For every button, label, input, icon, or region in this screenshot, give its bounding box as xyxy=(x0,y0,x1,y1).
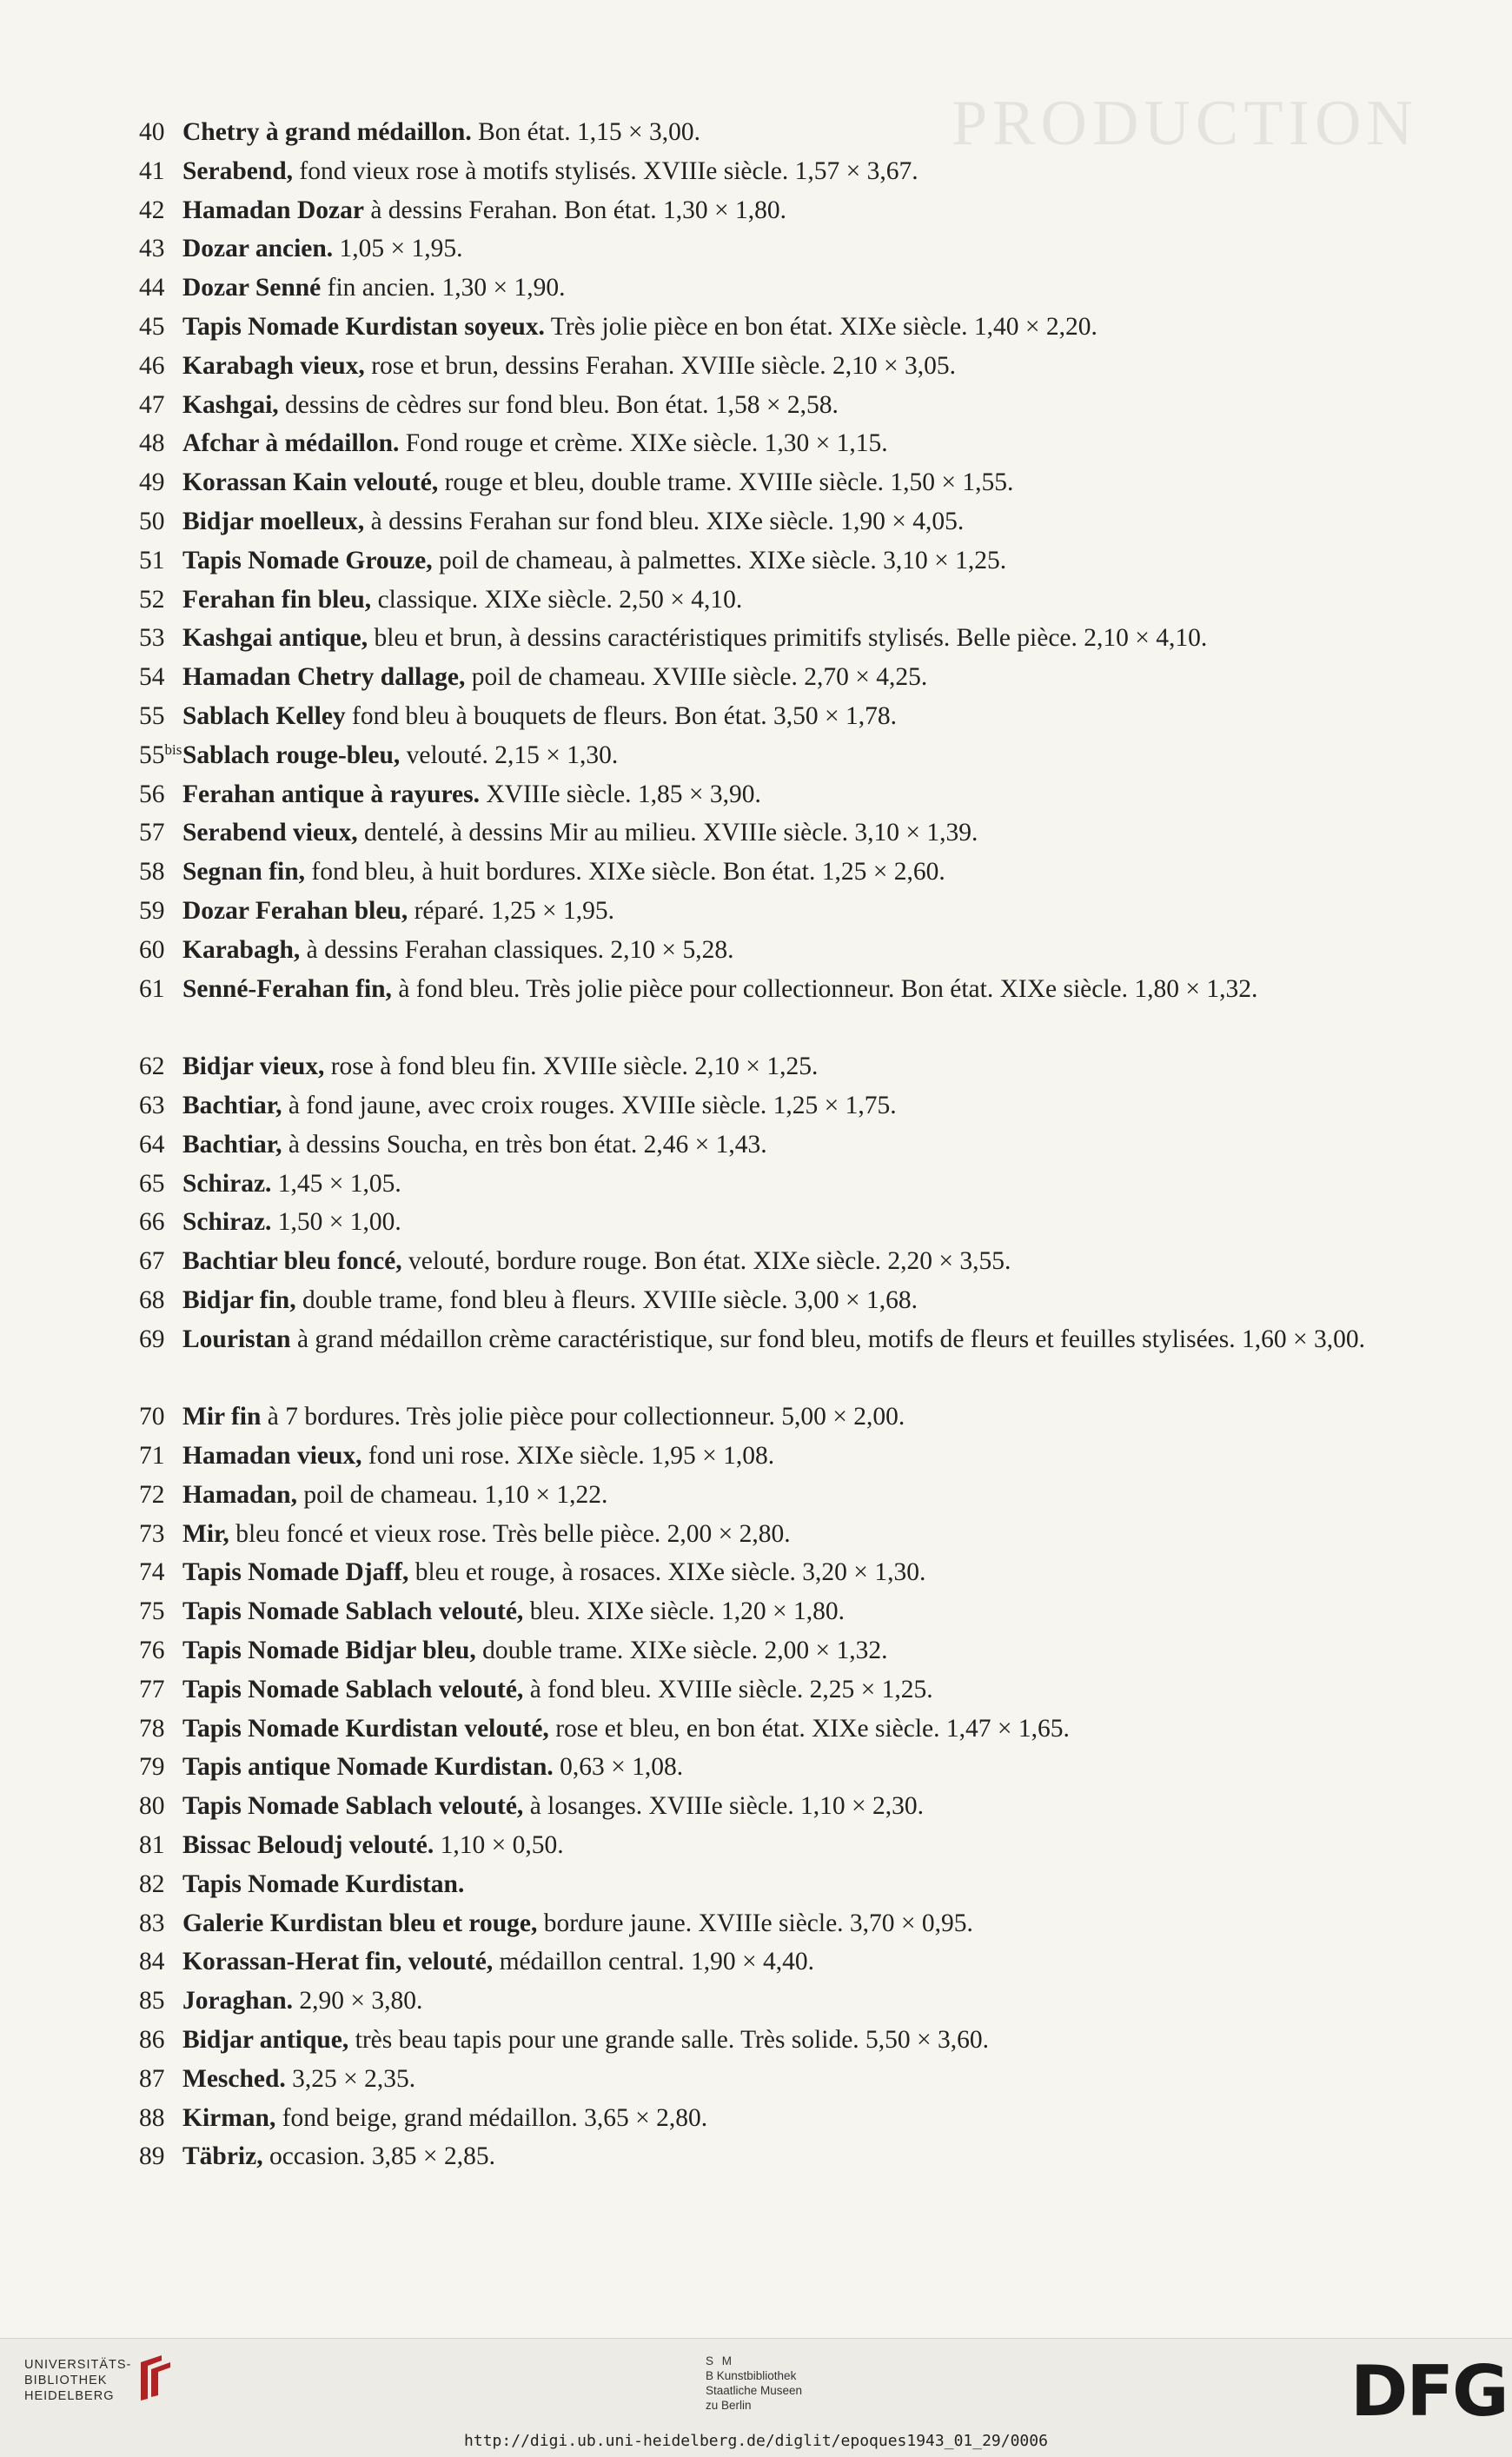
entry-number-wrap xyxy=(139,386,165,425)
rug-name: Bidjar moelleux, xyxy=(182,507,365,535)
entry-number: 50 xyxy=(139,507,165,535)
rug-name: Tapis Nomade Grouze, xyxy=(182,546,433,574)
entry-number-wrap xyxy=(139,1126,165,1165)
entry-number: 77 xyxy=(139,1675,165,1703)
entry-number-wrap xyxy=(139,269,165,308)
catalog-entry xyxy=(139,853,1416,892)
entry-number: 44 xyxy=(139,274,165,302)
catalog-entry xyxy=(139,1748,1416,1787)
entry-number-wrap xyxy=(139,1592,165,1631)
rug-name: Bidjar vieux, xyxy=(182,1053,325,1081)
entry-number-wrap xyxy=(139,308,165,347)
rug-description: XVIIIe siècle. 1,85 × 3,90. xyxy=(480,780,761,808)
rug-description: Très jolie pièce en bon état. XIXe siècle. 1,40 × 2,20. xyxy=(544,312,1098,341)
catalog-entry xyxy=(139,2021,1416,2060)
catalog-entry xyxy=(139,697,1416,736)
entry-number: 79 xyxy=(139,1753,165,1782)
catalog-entry xyxy=(139,1592,1416,1631)
rug-name: Sablach rouge-bleu, xyxy=(182,740,401,769)
entry-number-wrap xyxy=(139,2137,165,2176)
rug-name: Bidjar fin, xyxy=(182,1285,296,1314)
rug-name: Ferahan antique à rayures. xyxy=(182,780,480,808)
rug-description: rose à fond bleu fin. XVIIIe siècle. 2,10 × 1,25. xyxy=(324,1053,819,1081)
entry-number: 51 xyxy=(139,546,165,574)
bleed-through-heading: PRODUCTION xyxy=(952,88,1418,159)
rug-description: à 7 bordures. Très jolie pièce pour collectionneur. 5,00 × 2,00. xyxy=(261,1403,905,1431)
catalog-entry xyxy=(139,1670,1416,1710)
catalog-entry xyxy=(139,2099,1416,2138)
rug-name: Korassan Kain velouté, xyxy=(182,468,439,497)
rug-description: fin ancien. 1,30 × 1,90. xyxy=(321,274,566,302)
entry-number: 45 xyxy=(139,312,165,341)
rug-description: poil de chameau. XVIIIe siècle. 2,70 × 4,25. xyxy=(465,663,928,692)
rug-name: Chetry à grand médaillon. xyxy=(182,118,472,146)
rug-description: à grand médaillon crème caractéristique, sur fond bleu, motifs de fleurs et feuilles stylisées. 1,60 × 3,00. xyxy=(290,1325,1366,1353)
credit-line: S M xyxy=(706,2354,735,2367)
entry-number: 69 xyxy=(139,1325,165,1353)
credit-line: zu Berlin xyxy=(706,2399,752,2412)
catalog-entry xyxy=(139,2137,1416,2176)
rug-name: Ferahan fin bleu, xyxy=(182,585,372,614)
rug-name: Tapis Nomade Kurdistan. xyxy=(182,1869,465,1898)
entry-number: 81 xyxy=(139,1831,165,1860)
entry-number-wrap xyxy=(139,1826,165,1865)
rug-description: bordure jaune. XVIIIe siècle. 3,70 × 0,95. xyxy=(537,1909,973,1937)
catalog-entry xyxy=(139,658,1416,697)
catalog-entry xyxy=(139,931,1416,970)
entry-number-wrap xyxy=(139,1787,165,1826)
rug-name: Tapis Nomade Sablach velouté, xyxy=(182,1675,524,1703)
entry-number-wrap xyxy=(139,619,165,658)
entry-number-wrap xyxy=(139,853,165,892)
rug-description: velouté. 2,15 × 1,30. xyxy=(400,740,619,769)
catalog-entry xyxy=(139,1904,1416,1943)
catalog-entry xyxy=(139,1281,1416,1320)
entry-number-wrap xyxy=(139,191,165,230)
catalog-entry xyxy=(139,1203,1416,1242)
credit-line: Staatliche Museen xyxy=(706,2384,803,2397)
entry-number: 88 xyxy=(139,2103,165,2132)
rug-name: Sablach Kelley xyxy=(182,701,346,730)
catalog-entry xyxy=(139,1710,1416,1749)
rug-description: classique. XIXe siècle. 2,50 × 4,10. xyxy=(371,585,743,614)
rug-description: double trame, fond bleu à fleurs. XVIIIe siècle. 3,00 × 1,68. xyxy=(295,1285,918,1314)
entry-number-wrap xyxy=(139,775,165,814)
rug-description: Bon état. 1,15 × 3,00. xyxy=(471,118,700,146)
catalog-entry xyxy=(139,1787,1416,1826)
entry-number: 89 xyxy=(139,2142,165,2171)
rug-description: réparé. 1,25 × 1,95. xyxy=(408,896,615,925)
catalog-entry xyxy=(139,386,1416,425)
rug-name: Karabagh vieux, xyxy=(182,351,365,380)
entry-number-wrap xyxy=(139,424,165,463)
entry-number: 48 xyxy=(139,429,165,458)
entry-number-wrap xyxy=(139,1982,165,2021)
catalog-entry xyxy=(139,1320,1416,1398)
catalog-entry xyxy=(139,1982,1416,2021)
rug-description: à fond bleu. Très jolie pièce pour collectionneur. Bon état. XIXe siècle. 1,80 × 1,32. xyxy=(391,974,1258,1003)
entry-number-wrap xyxy=(139,931,165,970)
dfg-logo: DFG xyxy=(1350,2351,1508,2432)
rug-name: Segnan fin, xyxy=(182,858,305,887)
entry-number: 76 xyxy=(139,1637,165,1665)
catalog-entry xyxy=(139,1086,1416,1126)
rug-name: Afchar à médaillon. xyxy=(182,429,400,458)
entry-number: 49 xyxy=(139,468,165,497)
rug-name: Bachtiar bleu foncé, xyxy=(182,1247,402,1276)
entry-number: 55 xyxy=(139,701,165,730)
entry-number-wrap xyxy=(139,1942,165,1982)
catalog-entry xyxy=(139,970,1416,1048)
rug-name: Galerie Kurdistan bleu et rouge, xyxy=(182,1909,538,1937)
entry-number: 54 xyxy=(139,663,165,692)
entry-number: 61 xyxy=(139,974,165,1003)
entry-number: 58 xyxy=(139,858,165,887)
rug-name: Schiraz. xyxy=(182,1208,272,1237)
rug-name: Bachtiar, xyxy=(182,1130,282,1159)
rug-description: à dessins Soucha, en très bon état. 2,46 × 1,43. xyxy=(282,1130,767,1159)
rug-description: rose et brun, dessins Ferahan. XVIIIe siècle. 2,10 × 3,05. xyxy=(364,351,957,380)
rug-description: à fond bleu. XVIIIe siècle. 2,25 × 1,25. xyxy=(523,1675,933,1703)
catalog-entry xyxy=(139,775,1416,814)
rug-description: poil de chameau. 1,10 × 1,22. xyxy=(296,1480,608,1509)
rug-description: fond beige, grand médaillon. 3,65 × 2,80. xyxy=(275,2103,708,2132)
rug-name: Bachtiar, xyxy=(182,1091,282,1119)
catalog-entries-list xyxy=(139,113,1416,2176)
catalog-entry xyxy=(139,1515,1416,1554)
catalog-entry xyxy=(139,1865,1416,1904)
rug-name: Mir fin xyxy=(182,1403,262,1431)
rug-name: Serabend vieux, xyxy=(182,819,358,847)
entry-number: 85 xyxy=(139,1987,165,2015)
entry-number: 71 xyxy=(139,1442,165,1471)
catalog-entry xyxy=(139,1826,1416,1865)
university-line: HEIDELBERG xyxy=(24,2389,115,2403)
entry-number-wrap xyxy=(139,463,165,502)
entry-number-wrap xyxy=(139,2099,165,2138)
catalog-entry xyxy=(139,424,1416,463)
rug-description: à dessins Ferahan classiques. 2,10 × 5,28. xyxy=(300,935,734,964)
entry-number-wrap xyxy=(139,892,165,931)
rug-description: 1,50 × 1,00. xyxy=(271,1208,401,1237)
catalog-entry xyxy=(139,541,1416,581)
entry-number: 64 xyxy=(139,1130,165,1159)
catalog-entry xyxy=(139,191,1416,230)
entry-number-wrap xyxy=(139,1904,165,1943)
rug-description: médaillon central. 1,90 × 4,40. xyxy=(493,1948,814,1976)
entry-number: 59 xyxy=(139,896,165,925)
entry-number-wrap xyxy=(139,970,165,1009)
entry-number-wrap xyxy=(139,813,165,853)
rug-description: double trame. XIXe siècle. 2,00 × 1,32. xyxy=(475,1637,888,1665)
entry-number-wrap xyxy=(139,1203,165,1242)
rug-name: Joraghan. xyxy=(182,1987,294,2015)
rug-description: bleu. XIXe siècle. 1,20 × 1,80. xyxy=(523,1597,846,1626)
catalog-entry xyxy=(139,502,1416,541)
entry-number: 72 xyxy=(139,1480,165,1509)
rug-description: fond bleu, à huit bordures. XIXe siècle. Bon état. 1,25 × 2,60. xyxy=(305,858,945,887)
rug-name: Hamadan Chetry dallage, xyxy=(182,663,466,692)
rug-description: à dessins Ferahan. Bon état. 1,30 × 1,80. xyxy=(363,196,787,224)
catalog-entry xyxy=(139,1437,1416,1476)
entry-number-wrap xyxy=(139,1670,165,1710)
catalog-entry xyxy=(139,463,1416,502)
entry-number: 75 xyxy=(139,1597,165,1626)
catalog-entry xyxy=(139,581,1416,620)
entry-number-wrap xyxy=(139,502,165,541)
rug-description: 1,05 × 1,95. xyxy=(333,235,463,263)
rug-description: 2,90 × 3,80. xyxy=(293,1987,423,2015)
rug-description: à losanges. XVIIIe siècle. 1,10 × 2,30. xyxy=(523,1792,924,1821)
entry-number-wrap xyxy=(139,347,165,386)
rug-name: Kashgai antique, xyxy=(182,624,368,653)
entry-number: 74 xyxy=(139,1558,165,1587)
entry-number-wrap xyxy=(139,1710,165,1749)
catalog-entry xyxy=(139,1126,1416,1165)
rug-description: 1,10 × 0,50. xyxy=(434,1831,564,1860)
rug-name: Louristan xyxy=(182,1325,291,1353)
rug-name: Täbriz, xyxy=(182,2142,263,2171)
entry-number: 60 xyxy=(139,935,165,964)
catalog-entry xyxy=(139,1631,1416,1670)
university-library-name xyxy=(24,2357,136,2404)
rug-name: Hamadan Dozar xyxy=(182,196,364,224)
permalink-url[interactable]: http://digi.ub.uni-heidelberg.de/diglit/epoques1943_01_29/0006 xyxy=(464,2432,1048,2450)
rug-name: Tapis antique Nomade Kurdistan. xyxy=(182,1753,554,1782)
rug-description: dessins de cèdres sur fond bleu. Bon état. 1,58 × 2,58. xyxy=(278,390,839,419)
rug-description: dentelé, à dessins Mir au milieu. XVIIIe siècle. 3,10 × 1,39. xyxy=(357,819,978,847)
entry-number-wrap xyxy=(139,1515,165,1554)
rug-name: Tapis Nomade Sablach velouté, xyxy=(182,1597,524,1626)
credit-line: B Kunstbibliothek xyxy=(706,2369,797,2382)
entry-number: 53 xyxy=(139,624,165,653)
entry-number-wrap xyxy=(139,1631,165,1670)
rug-description: rouge et bleu, double trame. XVIIIe siècle. 1,50 × 1,55. xyxy=(438,468,1014,497)
rug-name: Korassan-Herat fin, velouté, xyxy=(182,1948,494,1976)
rug-name: Schiraz. xyxy=(182,1169,272,1198)
entry-number-suffix: bis xyxy=(164,740,182,758)
entry-number: 40 xyxy=(139,118,165,146)
rug-description: 3,25 × 2,35. xyxy=(285,2064,416,2093)
rug-name: Karabagh, xyxy=(182,935,301,964)
catalog-entry xyxy=(139,736,1416,775)
entry-number: 66 xyxy=(139,1208,165,1237)
kunstbibliothek-credit xyxy=(706,2354,802,2413)
catalog-entry xyxy=(139,1047,1416,1086)
entry-number-wrap xyxy=(139,1748,165,1787)
catalog-entry xyxy=(139,619,1416,658)
entry-number-wrap xyxy=(139,152,165,191)
rug-name: Mir, xyxy=(182,1519,229,1548)
entry-number: 52 xyxy=(139,585,165,614)
rug-name: Tapis Nomade Djaff, xyxy=(182,1558,409,1587)
university-line: BIBLIOTHEK xyxy=(24,2374,108,2387)
catalog-entry xyxy=(139,1476,1416,1515)
entry-number: 68 xyxy=(139,1285,165,1314)
entry-number-wrap xyxy=(139,541,165,581)
entry-number: 82 xyxy=(139,1869,165,1898)
rug-description: fond uni rose. XIXe siècle. 1,95 × 1,08. xyxy=(361,1442,775,1471)
catalog-entry xyxy=(139,1165,1416,1204)
entry-number-wrap xyxy=(139,1165,165,1204)
entry-number: 63 xyxy=(139,1091,165,1119)
rug-description: Fond rouge et crème. XIXe siècle. 1,30 × 1,15. xyxy=(399,429,888,458)
catalog-entry xyxy=(139,1942,1416,1982)
entry-number: 41 xyxy=(139,156,165,185)
rug-description: rose et bleu, en bon état. XIXe siècle. 1,47 × 1,65. xyxy=(548,1714,1070,1743)
rug-name: Hamadan vieux, xyxy=(182,1442,362,1471)
entry-number: 56 xyxy=(139,780,165,808)
rug-name: Serabend, xyxy=(182,156,294,185)
catalog-entry xyxy=(139,269,1416,308)
entry-number-wrap xyxy=(139,1320,165,1359)
rug-description: poil de chameau, à palmettes. XIXe siècle. 3,10 × 1,25. xyxy=(432,546,1007,574)
entry-number-wrap xyxy=(139,113,165,152)
entry-number: 42 xyxy=(139,196,165,224)
rug-name: Bidjar antique, xyxy=(182,2026,349,2055)
entry-number: 67 xyxy=(139,1247,165,1276)
entry-number: 47 xyxy=(139,390,165,419)
rug-description: fond vieux rose à motifs stylisés. XVIIIe siècle. 1,57 × 3,67. xyxy=(293,156,918,185)
rug-name: Tapis Nomade Bidjar bleu, xyxy=(182,1637,476,1665)
rug-name: Dozar Ferahan bleu, xyxy=(182,896,408,925)
catalog-entry xyxy=(139,1242,1416,1281)
entry-number-wrap xyxy=(139,658,165,697)
entry-number: 43 xyxy=(139,235,165,263)
entry-number: 86 xyxy=(139,2026,165,2055)
catalog-entry xyxy=(139,308,1416,347)
catalog-entry xyxy=(139,113,1416,152)
entry-number: 65 xyxy=(139,1169,165,1198)
entry-number: 78 xyxy=(139,1714,165,1743)
entry-number: 57 xyxy=(139,819,165,847)
rug-description: très beau tapis pour une grande salle. Très solide. 5,50 × 3,60. xyxy=(348,2026,990,2055)
rug-name: Tapis Nomade Kurdistan soyeux. xyxy=(182,312,545,341)
rug-description: 1,45 × 1,05. xyxy=(271,1169,401,1198)
entry-number: 84 xyxy=(139,1948,165,1976)
entry-number: 46 xyxy=(139,351,165,380)
entry-number-wrap xyxy=(139,2021,165,2060)
catalog-entry xyxy=(139,152,1416,191)
rug-description: bleu et brun, à dessins caractéristiques primitifs stylisés. Belle pièce. 2,10 × 4,10. xyxy=(368,624,1208,653)
rug-name: Bissac Beloudj velouté. xyxy=(182,1831,434,1860)
entry-number-wrap xyxy=(139,1553,165,1592)
entry-number-wrap xyxy=(139,1086,165,1126)
entry-number: 55 xyxy=(139,740,165,769)
rug-description: à fond jaune, avec croix rouges. XVIIIe siècle. 1,25 × 1,75. xyxy=(282,1091,897,1119)
rug-name: Kirman, xyxy=(182,2103,276,2132)
entry-number-wrap xyxy=(139,1242,165,1281)
catalog-entry xyxy=(139,892,1416,931)
rug-name: Kashgai, xyxy=(182,390,279,419)
entry-number: 83 xyxy=(139,1909,165,1937)
catalog-entry xyxy=(139,347,1416,386)
entry-number: 62 xyxy=(139,1053,165,1081)
rug-name: Senné-Ferahan fin, xyxy=(182,974,392,1003)
entry-number-wrap xyxy=(139,697,165,736)
rug-name: Dozar Senné xyxy=(182,274,322,302)
entry-number-wrap xyxy=(139,1437,165,1476)
rug-name: Hamadan, xyxy=(182,1480,297,1509)
entry-number-wrap xyxy=(139,2060,165,2099)
entry-number-wrap xyxy=(139,736,182,775)
entry-number: 87 xyxy=(139,2064,165,2093)
rug-name: Mesched. xyxy=(182,2064,286,2093)
catalog-entry xyxy=(139,813,1416,853)
catalog-entry xyxy=(139,1553,1416,1592)
rug-description: bleu foncé et vieux rose. Très belle pièce. 2,00 × 2,80. xyxy=(229,1519,791,1548)
entry-number-wrap xyxy=(139,1281,165,1320)
entry-number-wrap xyxy=(139,229,165,269)
rug-description: occasion. 3,85 × 2,85. xyxy=(262,2142,495,2171)
rug-name: Dozar ancien. xyxy=(182,235,334,263)
entry-number: 73 xyxy=(139,1519,165,1548)
rug-description: velouté, bordure rouge. Bon état. XIXe siècle. 2,20 × 3,55. xyxy=(401,1247,1011,1276)
rug-description: à dessins Ferahan sur fond bleu. XIXe siècle. 1,90 × 4,05. xyxy=(364,507,965,535)
university-line: UNIVERSITÄTS- xyxy=(24,2358,132,2372)
entry-number: 80 xyxy=(139,1792,165,1821)
catalog-entry xyxy=(139,1398,1416,1437)
heidelberg-logo-icon xyxy=(136,2352,179,2404)
entry-number-wrap xyxy=(139,1398,165,1437)
entry-number-wrap xyxy=(139,581,165,620)
rug-name: Tapis Nomade Kurdistan velouté, xyxy=(182,1714,549,1743)
rug-description: 0,63 × 1,08. xyxy=(553,1753,684,1782)
entry-number-wrap xyxy=(139,1047,165,1086)
catalog-entry xyxy=(139,229,1416,269)
entry-number-wrap xyxy=(139,1476,165,1515)
rug-name: Tapis Nomade Sablach velouté, xyxy=(182,1792,524,1821)
rug-description: fond bleu à bouquets de fleurs. Bon état. 3,50 × 1,78. xyxy=(345,701,898,730)
entry-number: 70 xyxy=(139,1403,165,1431)
entry-number-wrap xyxy=(139,1865,165,1904)
catalog-entry xyxy=(139,2060,1416,2099)
rug-description: bleu et rouge, à rosaces. XIXe siècle. 3,20 × 1,30. xyxy=(408,1558,926,1587)
